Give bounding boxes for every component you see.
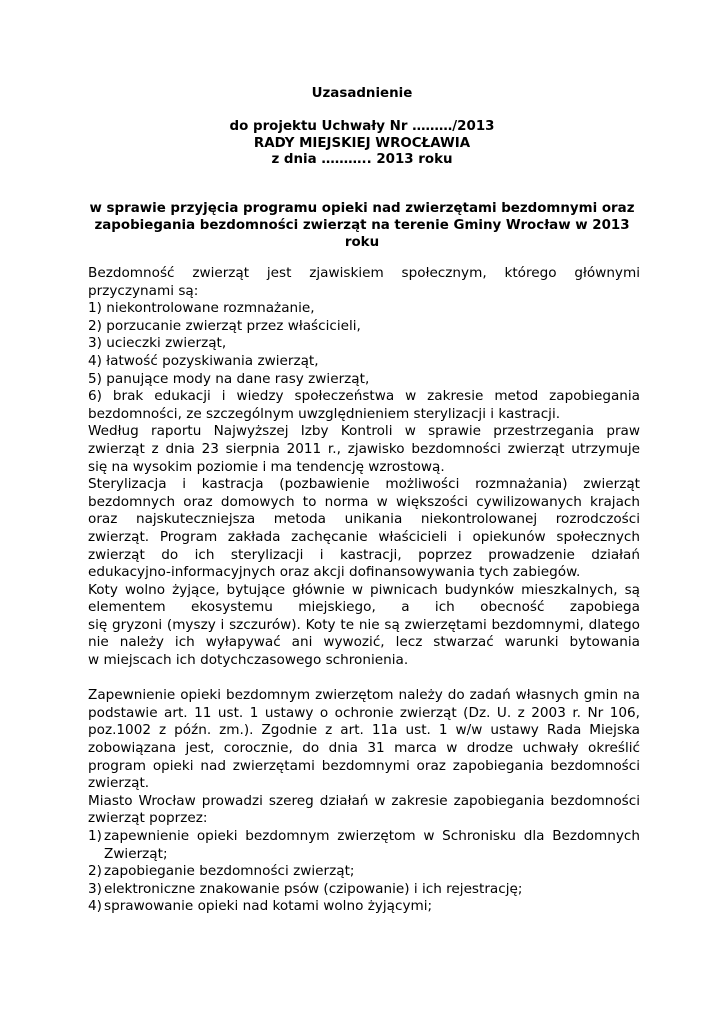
list-item: 3) ucieczki zwierząt,: [88, 335, 227, 352]
document-header: [0, 86, 724, 169]
paragraph-line: w miejscach ich dotychczasowego schronienia.: [88, 652, 409, 669]
paragraph-line: edukacyjno-informacyjnych oraz akcji dofinansowywania tych zabiegów.: [88, 564, 581, 581]
list-item: 1) niekontrolowane rozmnażanie,: [88, 300, 315, 317]
list-item-line: zapewnienie opieki bezdomnym zwierzętom w Schronisku dla Bezdomnych: [104, 828, 640, 844]
paragraph-line: Według raportu Najwyższej Izby Kontroli w sprawie przestrzegania praw: [88, 423, 640, 440]
paragraph-line: zwierząt z dnia 23 sierpnia 2011 r., zjawisko bezdomności zwierząt utrzymuje: [88, 440, 640, 457]
paragraph-line: program opieki nad zwierzętami bezdomnymi oraz zapobiegania bezdomności: [88, 757, 640, 774]
paragraph-line: Sterylizacja i kastracja (pozbawienie możliwości rozmnażania) zwierząt: [88, 476, 640, 493]
paragraph-line: Koty wolno żyjące, bytujące głównie w piwnicach budynków mieszkalnych, są: [88, 581, 640, 598]
resolution-number: do projektu Uchwały Nr ………/2013: [229, 119, 495, 134]
list-item: [88, 898, 640, 916]
list-item: 4) łatwość pozyskiwania zwierząt,: [88, 352, 319, 369]
paragraph-line: bezdomnych oraz domowych to norma w większości cywilizowanych krajach: [88, 493, 640, 510]
paragraph-line: zwierząt poprzez:: [88, 810, 208, 827]
subject-line: roku: [344, 235, 380, 250]
paragraph-gap: [88, 670, 640, 688]
list-item-line: elektroniczne znakowanie psów (czipowanie) i ich rejestrację;: [104, 880, 523, 897]
resolution-date: z dnia ……….. 2013 roku: [271, 152, 453, 167]
list-item: 5) panujące mody na dane rasy zwierząt,: [88, 370, 370, 387]
list-number: 4): [88, 898, 102, 915]
list-item-text: [104, 828, 640, 863]
subject-line: zapobiegania bezdomności zwierząt na terenie Gminy Wrocław w 2013: [94, 218, 630, 233]
list-item: [88, 881, 640, 899]
document-subject: [80, 200, 644, 251]
list-item: [88, 828, 640, 863]
list-item: bezdomności, ze szczególnym uwzględnieniem sterylizacji i kastracji.: [88, 405, 561, 422]
paragraph-line: zobowiązana jest, corocznie, do dnia 31 marca w drodze uchwały określić: [88, 740, 640, 757]
paragraph-line: elementem ekosystemu miejskiego, a ich obecność zapobiega: [88, 599, 640, 616]
list-item: 6) brak edukacji i wiedzy społeczeństwa w zakresie metod zapobiegania: [88, 388, 640, 405]
paragraph-line: zwierząt. Program zakłada zachęcanie właścicieli i opiekunów społecznych: [88, 528, 640, 545]
council-name: RADY MIEJSKIEJ WROCŁAWIA: [253, 135, 471, 151]
list-number: 2): [88, 863, 102, 880]
list-item: [88, 863, 640, 881]
list-number: 3): [88, 880, 102, 897]
paragraph-line: podstawie art. 11 ust. 1 ustawy o ochronie zwierząt (Dz. U. z 2003 r. Nr 106,: [88, 704, 640, 721]
paragraph-line: zwierząt.: [88, 775, 150, 792]
subject-line: w sprawie przyjęcia programu opieki nad zwierzętami bezdomnymi oraz: [89, 201, 635, 216]
paragraph-line: poz.1002 z późn. zm.). Zgodnie z art. 11a ust. 1 w/w ustawy Rada Miejska: [88, 722, 640, 739]
list-item: 2) porzucanie zwierząt przez właścicieli,: [88, 317, 361, 334]
paragraph-line: nie należy ich wyłapywać ani wywozić, lecz stwarzać warunki bytowania: [88, 634, 640, 651]
paragraph-line: Miasto Wrocław prowadzi szereg działań w zakresie zapobiegania bezdomności: [88, 792, 640, 809]
paragraph-line: Zapewnienie opieki bezdomnym zwierzętom należy do zadań własnych gmin na: [88, 687, 640, 704]
list-number: 1): [88, 828, 102, 844]
document-title: Uzasadnienie: [311, 86, 413, 101]
paragraph-line: zwierząt do ich sterylizacji i kastracji, poprzez prowadzenie działań: [88, 546, 640, 563]
list-item-line: zapobieganie bezdomności zwierząt;: [104, 863, 355, 880]
paragraph-line: oraz najskuteczniejsza metoda unikania niekontrolowanej rozrodczości: [88, 511, 640, 528]
document-body: [88, 265, 640, 916]
list-item-line: Zwierząt;: [104, 845, 168, 862]
paragraph-line: się gryzoni (myszy i szczurów). Koty te nie są zwierzętami bezdomnymi, dlatego: [88, 616, 640, 633]
paragraph-line: Bezdomność zwierząt jest zjawiskiem społecznym, którego głównymi: [88, 265, 640, 281]
spacer: [0, 103, 724, 120]
list-item-line: sprawowanie opieki nad kotami wolno żyjącymi;: [104, 898, 433, 915]
paragraph-line: przyczynami są:: [88, 282, 199, 299]
paragraph-line: się na wysokim poziomie i ma tendencję wzrostową.: [88, 458, 445, 475]
